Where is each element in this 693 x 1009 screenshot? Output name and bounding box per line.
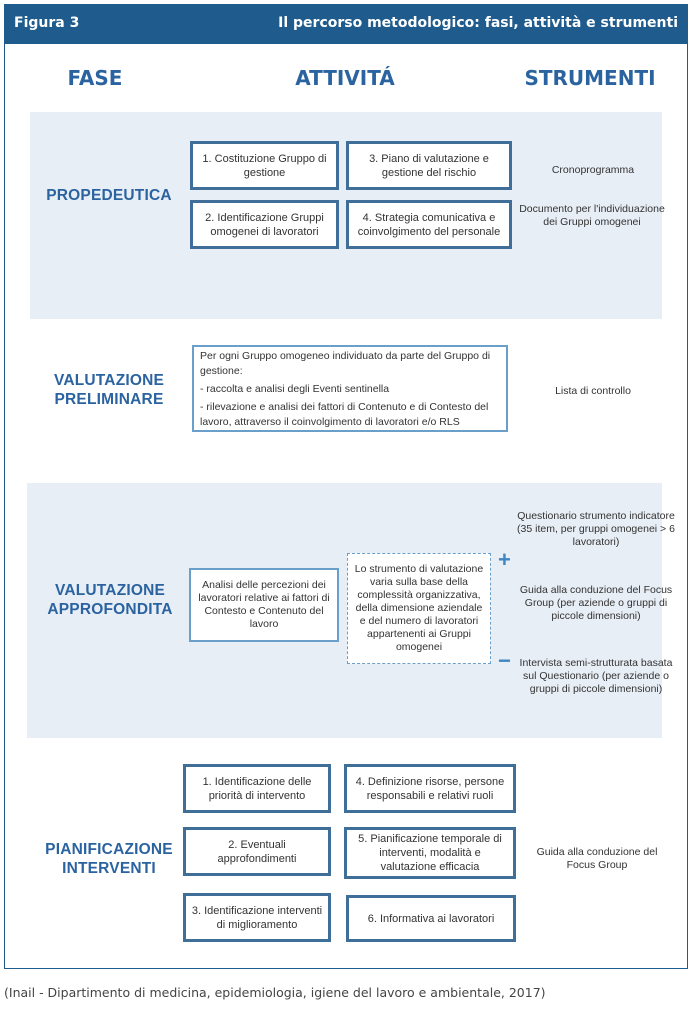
figure-header (4, 4, 688, 44)
activity-box: 3. Identificazione interventi di miglioramento (183, 893, 331, 942)
plus-icon: + (498, 547, 511, 572)
figure-title: Il percorso metodologico: fasi, attività e strumenti (278, 15, 678, 31)
activity-item: - raccolta e analisi degli Eventi sentinella (200, 383, 390, 395)
activity-box: 1. Costituzione Gruppo di gestione (190, 141, 339, 190)
source-caption: (Inail - Dipartimento di medicina, epidemiologia, igiene del lavoro e ambientale, 2017) (4, 985, 546, 1000)
phase-name-line: VALUTAZIONE (54, 582, 166, 599)
tool-text: Guida alla conduzione del Focus Group (536, 846, 658, 871)
column-header-strumenti: STRUMENTI (524, 66, 656, 90)
activity-box: 6. Informativa ai lavoratori (346, 895, 516, 942)
activity-box: 2. Eventuali approfondimenti (183, 827, 331, 876)
tool-text: Lista di controllo (555, 385, 631, 397)
activity-box: 4. Definizione risorse, persone responsabili e relativi ruoli (344, 764, 516, 813)
phase-name-line: PIANIFICAZIONE (45, 841, 173, 858)
phase-name-line: APPROFONDITA (47, 601, 173, 618)
activity-box: 5. Pianificazione temporale di interventi, modalità e valutazione efficacia (344, 827, 516, 879)
tool-text: Intervista semi-strutturata basata sul Questionario (per aziende o gruppi di piccole dimensioni) (519, 657, 673, 695)
figure-label: Figura 3 (14, 15, 80, 31)
activity-item: - rilevazione e analisi dei fattori di Contenuto e di Contesto del lavoro, attraverso il coinvolgimento di lavoratori e/o RLS (200, 401, 489, 428)
activity-box: 3. Piano di valutazione e gestione del rischio (346, 141, 512, 190)
phase-valutazione-approfondita (34, 581, 186, 619)
activity-box-preliminare (192, 345, 508, 432)
activity-box: 1. Identificazione delle priorità di intervento (183, 764, 331, 813)
column-header-fase: FASE (67, 66, 123, 90)
minus-icon: − (498, 648, 511, 673)
tool-text: Cronoprogramma (551, 164, 635, 176)
tool-text: Guida alla conduzione del Focus Group (per aziende o gruppi di piccole dimensioni) (519, 584, 673, 622)
phase-name-line: VALUTAZIONE (53, 372, 165, 389)
phase-valutazione-preliminare (36, 371, 182, 409)
phase-name-line: INTERVENTI (62, 860, 156, 877)
activity-box-approfondita: Analisi delle percezioni dei lavoratori relative ai fattori di Contesto e Contenuto del lavoro (189, 568, 339, 642)
column-header-attivita: ATTIVITÁ (295, 66, 395, 90)
activity-box: 2. Identificazione Gruppi omogenei di lavoratori (190, 200, 339, 249)
phase-pianificazione-interventi (36, 840, 182, 878)
phase-propedeutica: PROPEDEUTICA (46, 187, 172, 204)
tool-text: Questionario strumento indicatore (35 item, per gruppi omogenei > 6 lavoratori) (517, 510, 675, 548)
activity-intro: Per ogni Gruppo omogeneo individuato da parte del Gruppo di gestione: (200, 350, 491, 377)
method-note-box: Lo strumento di valutazione varia sulla base della complessità organizzativa, della dimensione aziendale e del numero di lavoratori appartenenti ai Gruppi omogenei (347, 553, 491, 664)
tool-text: Documento per l'individuazione dei Gruppi omogenei (519, 203, 665, 228)
activity-box: 4. Strategia comunicativa e coinvolgimento del personale (346, 200, 512, 249)
phase-name-line: PRELIMINARE (54, 391, 164, 408)
